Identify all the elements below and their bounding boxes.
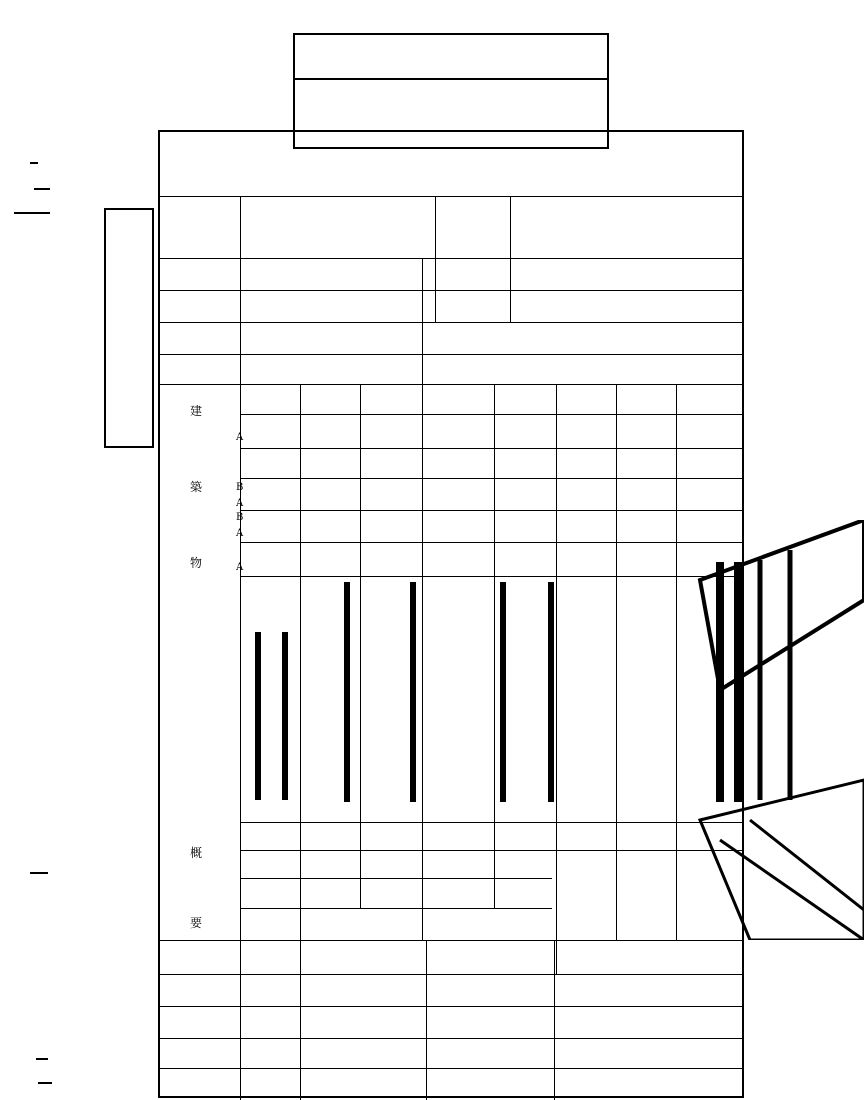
label-outline-1: 概: [190, 846, 206, 860]
side-note-box: [104, 208, 154, 448]
zone-a: A: [236, 432, 244, 443]
label-outline-2: 要: [190, 916, 206, 930]
label-bldg-3: 物: [190, 556, 206, 570]
label-bldg-1: 建: [190, 404, 206, 418]
label-bldg-2: 築: [190, 480, 206, 494]
license-form: 建 築 物 概 要 A B A B A A: [158, 130, 744, 1098]
stamp-artifact: [660, 520, 864, 940]
